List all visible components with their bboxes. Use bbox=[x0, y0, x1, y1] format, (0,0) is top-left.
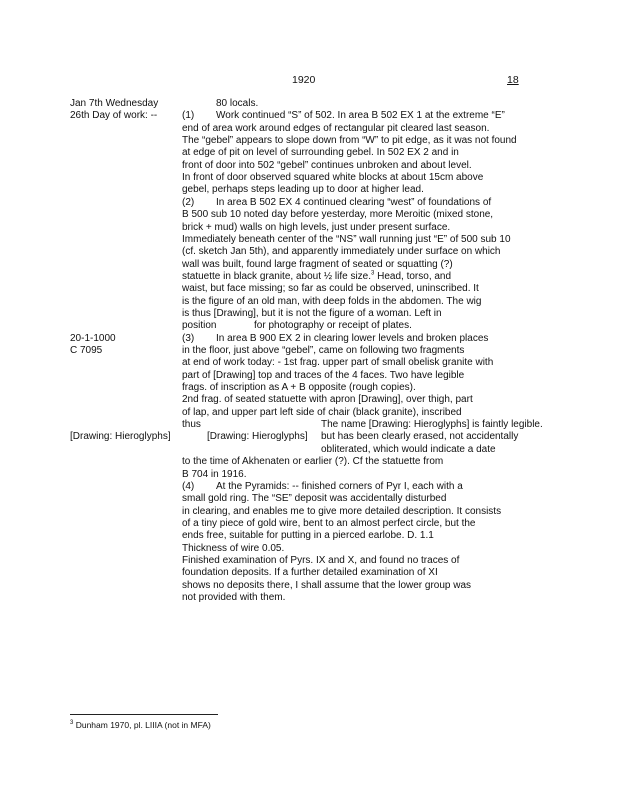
footnote bbox=[70, 720, 211, 730]
journal-line: in the floor, just above “gebel”, came on following two fragments bbox=[182, 345, 465, 356]
journal-line: is thus [Drawing], but it is not the figure of a woman. Left in bbox=[182, 307, 442, 319]
journal-line: ends free, suitable for putting in a pierced earlobe. D. 1.1 bbox=[182, 530, 434, 542]
journal-line: (4) bbox=[182, 480, 195, 492]
journal-line: Thickness of wire 0.05. bbox=[182, 542, 285, 554]
journal-line: front of door into 502 “gebel” continues unbroken and about level. bbox=[182, 159, 472, 171]
journal-line-indented: The name [Drawing: Hieroglyphs] is faintly legible. bbox=[321, 419, 543, 431]
journal-line: B 500 sub 10 noted day before yesterday, more Meroitic (mixed stone, bbox=[182, 209, 494, 221]
journal-line: 2nd frag. of seated statuette with apron [Drawing], over thigh, part bbox=[182, 394, 473, 406]
journal-line: small gold ring. The “SE” deposit was accidentally disturbed bbox=[182, 493, 447, 505]
journal-line-indented: but has been clearly erased, not accidentally bbox=[321, 431, 519, 443]
margin-note: [Drawing: Hieroglyphs] bbox=[70, 431, 171, 443]
journal-line-indented: In area B 900 EX 2 in clearing lower levels and broken places bbox=[216, 332, 489, 344]
journal-line: position bbox=[182, 320, 217, 332]
margin-note: C 7095 bbox=[70, 345, 103, 356]
journal-line: (3) bbox=[182, 332, 195, 344]
journal-line-indented: In area B 502 EX 4 continued clearing “west” of foundations of bbox=[216, 196, 492, 208]
journal-line: waist, but face missing; so far as could be observed, uninscribed. It bbox=[182, 283, 479, 295]
journal-line: thus bbox=[182, 419, 201, 431]
journal-line: gebel, perhaps steps leading up to door at higher lead. bbox=[182, 184, 424, 196]
journal-line: Finished examination of Pyrs. IX and X, and found no traces of bbox=[182, 554, 460, 566]
journal-line: wall was built, found large fragment of seated or squatting (?) bbox=[182, 258, 453, 270]
margin-note: 20-1-1000 bbox=[70, 332, 116, 344]
margin-note: 26th Day of work: -- bbox=[70, 110, 158, 122]
journal-line: in clearing, and enables me to give more detailed description. It consists bbox=[182, 505, 502, 517]
journal-line-indented: At the Pyramids: -- finished corners of Pyr I, each with a bbox=[216, 480, 463, 492]
page-number: 18 bbox=[507, 74, 519, 86]
journal-line: brick + mud) walls on high levels, just under present surface. bbox=[182, 221, 451, 233]
journal-line-indented: for photography or receipt of plates. bbox=[254, 320, 412, 332]
margin-note: Jan 7th Wednesday bbox=[70, 98, 159, 109]
journal-line: (2) bbox=[182, 196, 195, 208]
journal-line: In front of door observed squared white blocks at about 15cm above bbox=[182, 172, 484, 184]
journal-line: of lap, and upper part left side of chair (black granite), inscribed bbox=[182, 406, 462, 418]
journal-line: 80 locals. bbox=[216, 98, 259, 109]
journal-line: is the figure of an old man, with deep folds in the abdomen. The wig bbox=[182, 295, 482, 307]
footnote-separator bbox=[70, 714, 218, 715]
journal-line: statuette in black granite, about ½ life size.$^3$ Head, torso, and bbox=[182, 270, 452, 282]
journal-line: (cf. sketch Jan 5th), and apparently immediately under surface on which bbox=[182, 246, 501, 258]
journal-line: B 704 in 1916. bbox=[182, 468, 247, 480]
journal-line: at end of work today: - 1st frag. upper part of small obelisk granite with bbox=[182, 357, 494, 369]
journal-line: at edge of pit on level of surrounding gebel. In 502 EX 2 and in bbox=[182, 147, 459, 159]
journal-line: obliterated, which would indicate a date bbox=[321, 443, 496, 455]
footnote-marker: 3 bbox=[70, 720, 74, 727]
journal-line: of a tiny piece of gold wire, bent to an almost perfect circle, but the bbox=[182, 517, 476, 529]
journal-line: not provided with them. bbox=[182, 592, 286, 603]
footnote-text: Dunham 1970, pl. LIIIA (not in MFA) bbox=[73, 720, 211, 730]
journal-line: shows no deposits there, I shall assume that the lower group was bbox=[182, 579, 472, 591]
journal-line: The “gebel” appears to slope down from “W” to pit edge, as it was not found bbox=[182, 135, 517, 147]
journal-line: [Drawing: Hieroglyphs] bbox=[207, 431, 308, 443]
journal-line: part of [Drawing] top and traces of the 4 faces. Two have legible bbox=[182, 369, 465, 381]
journal-line: Immediately beneath center of the “NS” wall running just “E” of 500 sub 10 bbox=[182, 233, 511, 245]
journal-line-indented: Work continued “S” of 502. In area B 502 EX 1 at the extreme “E” bbox=[216, 110, 505, 122]
page-year: 1920 bbox=[292, 74, 316, 86]
journal-line: end of area work around edges of rectangular pit cleared last season. bbox=[182, 122, 490, 134]
journal-line: foundation deposits. If a further detailed examination of XI bbox=[182, 567, 438, 579]
footnote-ref: 3 bbox=[371, 270, 375, 277]
journal-line: to the time of Akhenaten or earlier (?). Cf the statuette from bbox=[182, 456, 444, 468]
journal-line: frags. of inscription as A + B opposite (rough copies). bbox=[182, 382, 416, 394]
line-continuation: Head, torso, and bbox=[374, 270, 452, 282]
journal-line: (1) bbox=[182, 110, 195, 122]
